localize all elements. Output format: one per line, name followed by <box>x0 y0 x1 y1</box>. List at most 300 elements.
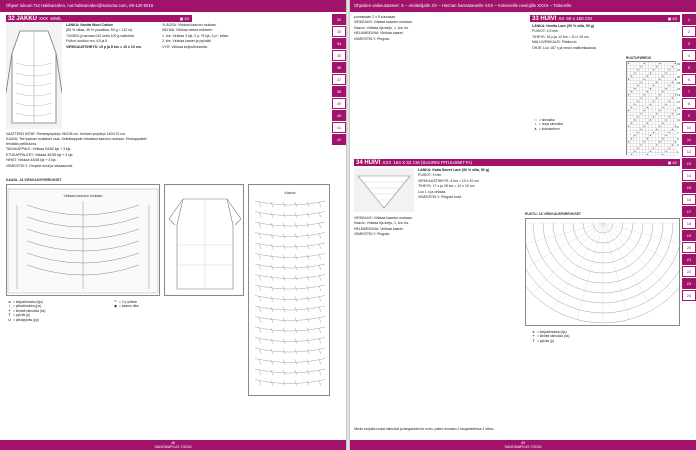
left-page <box>0 0 346 450</box>
chart-cell <box>652 87 655 90</box>
chart-cell <box>627 147 630 150</box>
yarn-over-mark <box>637 116 638 117</box>
chart-cell <box>671 100 674 103</box>
yarn-over-mark <box>647 123 648 124</box>
chart-cell <box>627 96 630 99</box>
chart-cell <box>661 100 664 103</box>
chain-icon: o <box>532 330 535 334</box>
chart-cell <box>633 90 636 93</box>
chart-cell <box>665 143 668 146</box>
yarn-over-mark <box>653 69 654 70</box>
side-tab: 3 <box>682 38 696 49</box>
yarn-over-mark <box>656 97 657 98</box>
chart-cell <box>630 128 633 131</box>
s2-2: VIRKKAUSTIHEYS: 4 krs = 10 x 10 cm <box>418 178 479 183</box>
chart-cell <box>643 153 646 156</box>
chart-cell <box>671 84 674 87</box>
chart-cell <box>633 115 636 118</box>
row-number: 15 <box>677 105 681 110</box>
chart-cell <box>668 71 671 74</box>
yarn-over-mark <box>675 94 676 95</box>
chart-cell <box>627 65 630 68</box>
yarn-over-mark <box>665 151 666 152</box>
chart-cell <box>668 128 671 131</box>
chart-cell <box>655 93 658 96</box>
row-number: 9 <box>677 124 679 129</box>
chart-cell <box>630 125 633 128</box>
chart-cell <box>655 140 658 143</box>
chart-cell <box>649 84 652 87</box>
s1-3: MALLIVIRKKAUS: Pitsikuvio <box>532 40 577 45</box>
chart-cell <box>646 78 649 81</box>
header-right-text: Ohjeiden vaikeusasteet: X – Aloittelijalle XX – Hieman harrastaneille XXX – Kokeneille neulojille XXXX – Taitureille <box>354 3 572 8</box>
legend-label: = pylväs (p) <box>13 313 31 318</box>
chart-cell <box>649 62 652 65</box>
body-1: KAAVA: Tee kaavan mukaiset osat. Selkäkappale virkataan kaavion mukaan. Etukappaleet tehdään peilikuvina. <box>6 137 147 146</box>
yarn-over-mark <box>672 113 673 114</box>
chart-cell <box>649 153 652 156</box>
row-number: 29 <box>677 62 681 66</box>
chart-cell <box>658 112 661 115</box>
chart-cell <box>661 78 664 81</box>
chart-cell <box>630 131 633 134</box>
yarn-over-mark <box>659 63 660 64</box>
body-text <box>6 132 156 169</box>
yarn-over-mark <box>662 76 663 77</box>
side-tab: 41 <box>332 122 346 133</box>
yarn-over-mark <box>656 113 657 114</box>
chart-cell <box>652 103 655 106</box>
chart-cell <box>668 109 671 112</box>
yarn-over-mark <box>631 138 632 139</box>
chart-cell <box>636 103 639 106</box>
s2b-0: VIRKKAUS: Virkkaa kaavion mukaan. <box>354 216 413 220</box>
chart-cell <box>630 62 633 65</box>
yarn-over-mark <box>669 132 670 133</box>
chart-cell <box>668 137 671 140</box>
chart-cell <box>652 81 655 84</box>
chart-cell <box>646 87 649 90</box>
chart-cell <box>665 153 668 156</box>
side-tab: 13 <box>682 158 696 169</box>
dot-icon: • <box>534 122 537 127</box>
chart-cell <box>649 137 652 140</box>
bottom-band-right <box>350 440 696 450</box>
s2b-2: HELMAREUNA: Virkkaa kaaret. <box>354 226 404 231</box>
chart-cell <box>646 96 649 99</box>
chart-cell <box>671 131 674 134</box>
chart-cell <box>630 84 633 87</box>
chart-cell <box>661 65 664 68</box>
row-number: 11 <box>677 118 681 123</box>
chart-cell <box>668 112 671 115</box>
yarn-over-mark <box>662 123 663 124</box>
chart-cell <box>655 115 658 118</box>
chart-cell <box>658 96 661 99</box>
chart-cell <box>649 143 652 146</box>
chart-cell <box>633 122 636 125</box>
camera-icon: ▣ 63 <box>667 16 677 21</box>
chart-cell <box>652 137 655 140</box>
section-level: XX <box>558 16 565 21</box>
s2-1: PUIKOT: 4 mm <box>418 173 442 178</box>
section-34-bar <box>354 159 680 166</box>
chart-cell <box>671 147 674 150</box>
chart-cell <box>652 62 655 65</box>
fan-spoke <box>603 223 681 249</box>
side-tab: 10 <box>682 122 696 133</box>
intro-4: VIRKKAUSTIHEYS: 15 p ja 8 krs = 10 x 10 cm. <box>66 44 142 49</box>
chart-cell <box>668 106 671 109</box>
chart-cell <box>652 112 655 115</box>
chart-cell <box>649 90 652 93</box>
section-sub: 164 X 52 CM (SUURIN PITUUSMITTA) <box>393 160 473 165</box>
side-tab: 39 <box>332 98 346 109</box>
chart-cell <box>636 150 639 153</box>
chart-cell <box>646 125 649 128</box>
chart-cell <box>627 81 630 84</box>
chart-cell <box>665 75 668 78</box>
intro-text <box>66 23 158 50</box>
chart-cell <box>658 122 661 125</box>
chart-cell <box>661 143 664 146</box>
lace-chart <box>626 61 676 155</box>
yarn-over-mark <box>672 66 673 67</box>
chart-cell <box>636 93 639 96</box>
chart-cell <box>671 75 674 78</box>
yarn-over-mark <box>631 76 632 77</box>
chart-cell <box>627 106 630 109</box>
legend-label: = ketjusilmukka (kjs) <box>13 300 43 304</box>
chart-cell <box>661 140 664 143</box>
chart-cell <box>665 115 668 118</box>
chart-cell <box>658 68 661 71</box>
side-tab: 40 <box>332 110 346 121</box>
chart-cell <box>646 62 649 65</box>
chart-cell <box>630 81 633 84</box>
yarn-over-mark <box>669 85 670 86</box>
section-level: XXX <box>382 160 392 165</box>
chart-cell <box>636 87 639 90</box>
chart-cell <box>668 150 671 153</box>
col2-0: YLÄOSA: Virkkaa kaavion mukaan. <box>162 23 217 27</box>
chart-cell <box>636 62 639 65</box>
chart-cell <box>633 62 636 65</box>
chart-cell <box>671 115 674 118</box>
yarn-over-mark <box>665 72 666 73</box>
chart-cell <box>661 68 664 71</box>
section-num: 34 HUIVI <box>356 159 381 166</box>
yarn-over-mark <box>650 88 651 89</box>
s1-4: OHJE: Luo 187 s ja neulo mallivirkkausta. <box>532 45 597 50</box>
yarn-over-mark <box>647 154 648 155</box>
yarn-over-mark <box>656 82 657 83</box>
yarn-over-mark <box>650 151 651 152</box>
chart-cell <box>630 118 633 121</box>
yarn-over-mark <box>631 154 632 155</box>
s2-3: TIHEYS: 17 s ja 28 krs = 10 x 10 cm <box>418 184 475 189</box>
chart-cell <box>636 134 639 137</box>
chart-cell <box>655 71 658 74</box>
chart-cell <box>652 109 655 112</box>
square-icon: □ <box>534 118 537 122</box>
section-sub: 60 x 150 CM <box>566 16 592 21</box>
chart-cell <box>661 84 664 87</box>
chart-cell <box>649 78 652 81</box>
chart-cell <box>661 147 664 150</box>
yarn-over-mark <box>640 82 641 83</box>
yarn-over-mark <box>653 116 654 117</box>
chart-cell <box>655 137 658 140</box>
chart-cell <box>668 96 671 99</box>
chart-cell <box>630 96 633 99</box>
s2b-3: VIIMEISTELY: Pingota. <box>354 232 390 237</box>
chart-cell <box>643 96 646 99</box>
yarn-over-mark <box>675 79 676 80</box>
yarn-over-mark <box>647 76 648 77</box>
fan-spoke <box>526 223 603 249</box>
legend-item: ∧ = kokoaminen <box>532 127 622 131</box>
chart-cell <box>671 93 674 96</box>
yarn-over-mark <box>662 107 663 108</box>
yarn-over-mark <box>644 141 645 142</box>
yarn-over-mark <box>650 72 651 73</box>
chart-cell <box>658 147 661 150</box>
yarn-over-mark <box>644 126 645 127</box>
shawl2-body <box>354 216 519 238</box>
chart-cell <box>655 109 658 112</box>
chart-cell <box>671 153 674 156</box>
yarn-over-mark <box>662 138 663 139</box>
chart-cell <box>627 137 630 140</box>
chart-cell <box>649 65 652 68</box>
side-tab: 21 <box>682 254 696 265</box>
chart-cell <box>633 84 636 87</box>
chart-cell <box>646 118 649 121</box>
chart-cell <box>671 71 674 74</box>
chart-cell <box>636 106 639 109</box>
section-level: XXX <box>39 16 49 21</box>
chart-cell <box>646 115 649 118</box>
col2-1: HELMA: Virkkaa helma erikseen. <box>162 28 214 33</box>
chart-cell <box>658 65 661 68</box>
chart-cell <box>661 96 664 99</box>
chart-cell <box>652 71 655 74</box>
chart-cell <box>646 93 649 96</box>
side-tab: 14 <box>682 170 696 181</box>
yarn-over-mark <box>640 97 641 98</box>
shawl2-chart <box>525 218 680 326</box>
chart-cell <box>630 93 633 96</box>
yarn-over-mark <box>659 110 660 111</box>
col2-3: 2. krs: Virkkaa kaaret ja pylväät. <box>162 39 212 44</box>
chart-cell <box>640 68 643 71</box>
yarn-over-mark <box>653 101 654 102</box>
chart-cell <box>655 87 658 90</box>
side-tab: 42 <box>332 134 346 145</box>
chart-cell <box>652 143 655 146</box>
chart-cell <box>652 153 655 156</box>
column-2-text <box>162 23 330 50</box>
chart-cell <box>636 137 639 140</box>
chart-cell <box>665 128 668 131</box>
chart-cell <box>636 125 639 128</box>
chart-cell <box>643 143 646 146</box>
side-tab: 23 <box>682 278 696 289</box>
chart-cell <box>633 137 636 140</box>
s1-2: TIHEYS: 16 p ja 12 krs = 10 x 10 cm <box>532 34 589 39</box>
chart-cell <box>652 125 655 128</box>
chart-cell <box>633 75 636 78</box>
chart-cell <box>646 103 649 106</box>
side-tab: 20 <box>682 242 696 253</box>
legend-item: o = ketjusilmukka (kjs) <box>530 330 650 334</box>
chart-cell <box>630 68 633 71</box>
chart-cell <box>643 115 646 118</box>
chart-cell <box>665 112 668 115</box>
chart-cell <box>671 140 674 143</box>
side-tab: 7 <box>682 86 696 97</box>
fan-spoke <box>603 223 629 320</box>
chart-cell <box>665 93 668 96</box>
chart-cell <box>655 78 658 81</box>
double-crochet-icon: T <box>532 338 535 343</box>
yarn-over-mark <box>640 129 641 130</box>
yarn-over-mark <box>647 91 648 92</box>
side-tab: 34 <box>332 38 346 49</box>
yarn-over-mark <box>669 116 670 117</box>
chart-cell <box>652 140 655 143</box>
row-number: 7 <box>677 130 679 135</box>
chart-cell <box>655 150 658 153</box>
chart-cell <box>649 106 652 109</box>
intro-3: Puikot: koukku nro 4,5 ja 5 <box>66 39 108 44</box>
chart-cell <box>655 84 658 87</box>
chart-cell <box>643 122 646 125</box>
chart-cell <box>661 112 664 115</box>
chart-cell <box>649 68 652 71</box>
chart-cell <box>655 131 658 134</box>
chart-cell <box>640 134 643 137</box>
chart-cell <box>665 81 668 84</box>
yarn-over-mark <box>665 119 666 120</box>
yarn-over-mark <box>637 85 638 86</box>
legend-left <box>6 300 106 322</box>
chart-cell <box>658 84 661 87</box>
chart-cell <box>640 93 643 96</box>
rc1-4: VIIMEISTELY: Pingota. <box>354 36 390 41</box>
chart-cell <box>633 93 636 96</box>
chart-cell <box>658 115 661 118</box>
chart-cell <box>655 68 658 71</box>
chart-cell <box>636 78 639 81</box>
chart-cell <box>649 81 652 84</box>
section-num: 32 JAKKU <box>8 15 38 22</box>
foot-text: Neulo nurjalla nurjat silmukat ja langankierrot nurin, paitsi reunaan 2 langankiertoa 1 silmu. <box>354 427 495 431</box>
chart-cell <box>658 100 661 103</box>
chart-cell <box>655 100 658 103</box>
chart-cell <box>640 109 643 112</box>
chart-cell <box>636 81 639 84</box>
yarn-over-mark <box>675 63 676 64</box>
yarn-over-mark <box>631 123 632 124</box>
chart-cell <box>646 134 649 137</box>
chart-cell <box>627 103 630 106</box>
section-32-bar <box>6 15 192 22</box>
yarn-over-mark <box>650 135 651 136</box>
yarn-over-mark <box>631 107 632 108</box>
side-tabs-left <box>332 14 346 146</box>
chart-cell <box>640 122 643 125</box>
shawl1-text <box>532 24 622 51</box>
chart-cell <box>636 75 639 78</box>
chart-cell <box>640 118 643 121</box>
chart-cell <box>643 103 646 106</box>
chart-cell <box>646 147 649 150</box>
chart-cell <box>668 118 671 121</box>
chart-cell <box>649 125 652 128</box>
camera-icon: ▣ 63 <box>179 16 189 21</box>
chart-caption: Kaavio <box>284 191 296 195</box>
yarn-over-mark <box>628 94 629 95</box>
yarn-over-mark <box>644 79 645 80</box>
chart-cell <box>640 140 643 143</box>
chart-cell <box>661 128 664 131</box>
chart-cell <box>627 90 630 93</box>
chart-cell <box>646 68 649 71</box>
chart-cell <box>655 134 658 137</box>
chart-cell <box>636 112 639 115</box>
chart-cell <box>668 65 671 68</box>
side-tab: 32 <box>332 14 346 25</box>
section-num: 33 HUIVI <box>532 15 557 22</box>
chart-cell <box>633 78 636 81</box>
chart-cell <box>671 87 674 90</box>
chart-cell <box>630 134 633 137</box>
legend-label: = pitkäpylväs (pp) <box>13 317 39 322</box>
side-tab: 19 <box>682 230 696 241</box>
chart-cell <box>643 84 646 87</box>
chart-cell <box>640 150 643 153</box>
chart-cell <box>665 109 668 112</box>
chart-cell <box>640 147 643 150</box>
chart-cell <box>640 71 643 74</box>
chart-cell <box>643 147 646 150</box>
chart-cell <box>665 147 668 150</box>
yarn-over-mark <box>640 113 641 114</box>
shawl2-text <box>418 168 518 201</box>
col2-4: VYÖ: Virkkaa ketjusilmukoita. <box>162 44 208 49</box>
chart-cell <box>668 62 671 65</box>
body-5: VIIMEISTELY: Ompele sivut ja olkasaumat. <box>6 163 74 168</box>
chart-cell <box>665 100 668 103</box>
schematic-box <box>164 184 244 296</box>
chart-cell <box>655 106 658 109</box>
chart-cell <box>640 115 643 118</box>
chart-cell <box>668 90 671 93</box>
intro-0: LANKA: Novita Wool Cotton <box>66 23 113 27</box>
side-tab: 38 <box>332 86 346 97</box>
row-number: 21 <box>677 87 681 92</box>
yarn-over-mark <box>628 63 629 64</box>
chart-cell <box>671 103 674 106</box>
yarn-over-mark <box>650 104 651 105</box>
chart-cell <box>643 71 646 74</box>
yarn-over-mark <box>659 126 660 127</box>
yarn-over-mark <box>669 101 670 102</box>
side-tab: 18 <box>682 218 696 229</box>
chart-cell <box>658 150 661 153</box>
